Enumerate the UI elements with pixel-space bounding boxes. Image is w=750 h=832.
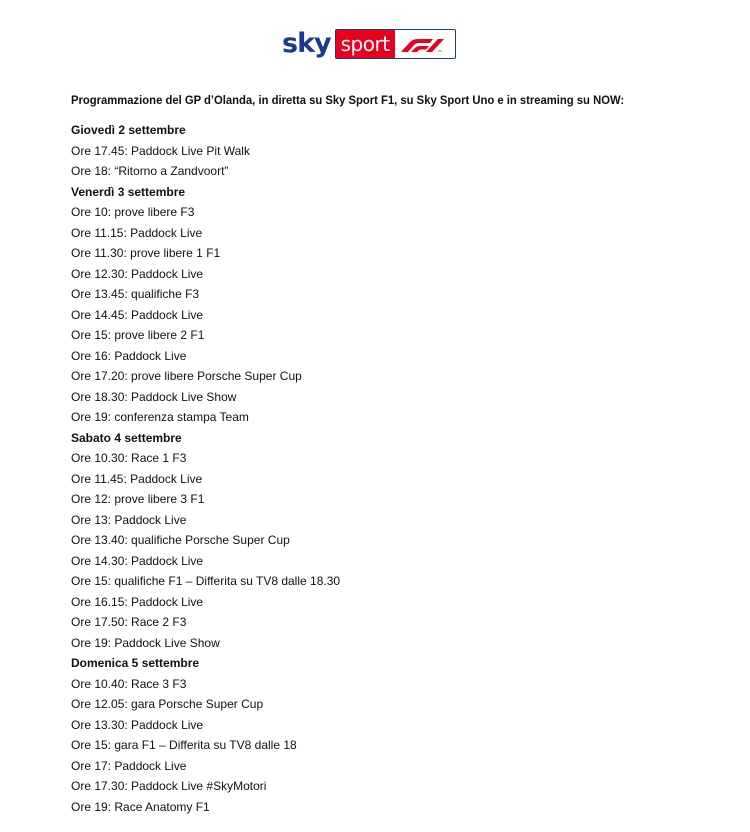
schedule-intro: Programmazione del GP d’Olanda, in diretta su Sky Sport F1, su Sky Sport Uno e in streaming su NOW:	[71, 93, 625, 107]
schedule-item: Ore 11.15: Paddock Live	[71, 225, 203, 240]
schedule-item: Ore 10.30: Race 1 F3	[71, 451, 187, 465]
sky-sport-f1-logo	[282, 28, 456, 60]
schedule-item: Ore 17.50: Race 2 F3	[71, 615, 187, 629]
schedule-item: Ore 18.30: Paddock Live Show	[71, 389, 237, 404]
schedule-item: Ore 13: Paddock Live	[71, 512, 187, 527]
schedule-days	[71, 120, 711, 817]
schedule-document	[71, 92, 711, 817]
schedule-item: Ore 15: prove libere 2 F1	[71, 328, 205, 342]
schedule-item: Ore 15: gara F1 – Differita su TV8 dalle 18	[71, 738, 297, 752]
schedule-item: Ore 12.05: gara Porsche Super Cup	[71, 697, 264, 711]
schedule-item: Ore 13.30: Paddock Live	[71, 717, 204, 732]
schedule-item: Ore 12.30: Paddock Live	[71, 266, 204, 281]
schedule-item: Ore 15: qualifiche F1 – Differita su TV8 dalle 18.30	[71, 574, 341, 588]
schedule-item: Ore 14.30: Paddock Live	[71, 553, 204, 568]
day-heading: Sabato 4 settembre	[71, 430, 182, 445]
schedule-item: Ore 19: Race Anatomy F1	[71, 799, 210, 814]
schedule-item: Ore 10.40: Race 3 F3	[71, 676, 187, 691]
schedule-item: Ore 17.45: Paddock Live Pit Walk	[71, 143, 250, 158]
schedule-item: Ore 19: conferenza stampa Team	[71, 410, 249, 424]
schedule-item: Ore 18: “Ritorno a Zandvoort”	[71, 164, 229, 178]
f1-logo-svg	[399, 36, 451, 52]
schedule-item: Ore 13.40: qualifiche Porsche Super Cup	[71, 533, 290, 547]
schedule-item: Ore 11.45: Paddock Live	[71, 471, 203, 486]
logo-sport-box	[335, 29, 456, 59]
schedule-item: Ore 10: prove libere F3	[71, 205, 195, 219]
schedule-item: Ore 13.45: qualifiche F3	[71, 287, 200, 301]
logo-sky-text: sky	[282, 28, 331, 59]
day-heading: Giovedì 2 settembre	[71, 123, 186, 137]
schedule-item: Ore 16.15: Paddock Live	[71, 594, 204, 609]
schedule-item: Ore 16: Paddock Live	[71, 348, 187, 363]
day-heading: Venerdì 3 settembre	[71, 184, 186, 199]
schedule-item: Ore 19: Paddock Live Show	[71, 635, 220, 650]
schedule-item: Ore 12: prove libere 3 F1	[71, 492, 205, 506]
day-heading: Domenica 5 settembre	[71, 656, 200, 670]
f1-logo-icon	[395, 30, 455, 58]
schedule-item: Ore 11.30: prove libere 1 F1	[71, 246, 221, 260]
schedule-item: Ore 17.30: Paddock Live #SkyMotori	[71, 779, 267, 793]
logo-sport-text: sport	[336, 30, 395, 58]
schedule-item: Ore 17: Paddock Live	[71, 758, 187, 773]
schedule-item: Ore 14.45: Paddock Live	[71, 307, 204, 322]
schedule-item: Ore 17.20: prove libere Porsche Super Cup	[71, 369, 302, 383]
